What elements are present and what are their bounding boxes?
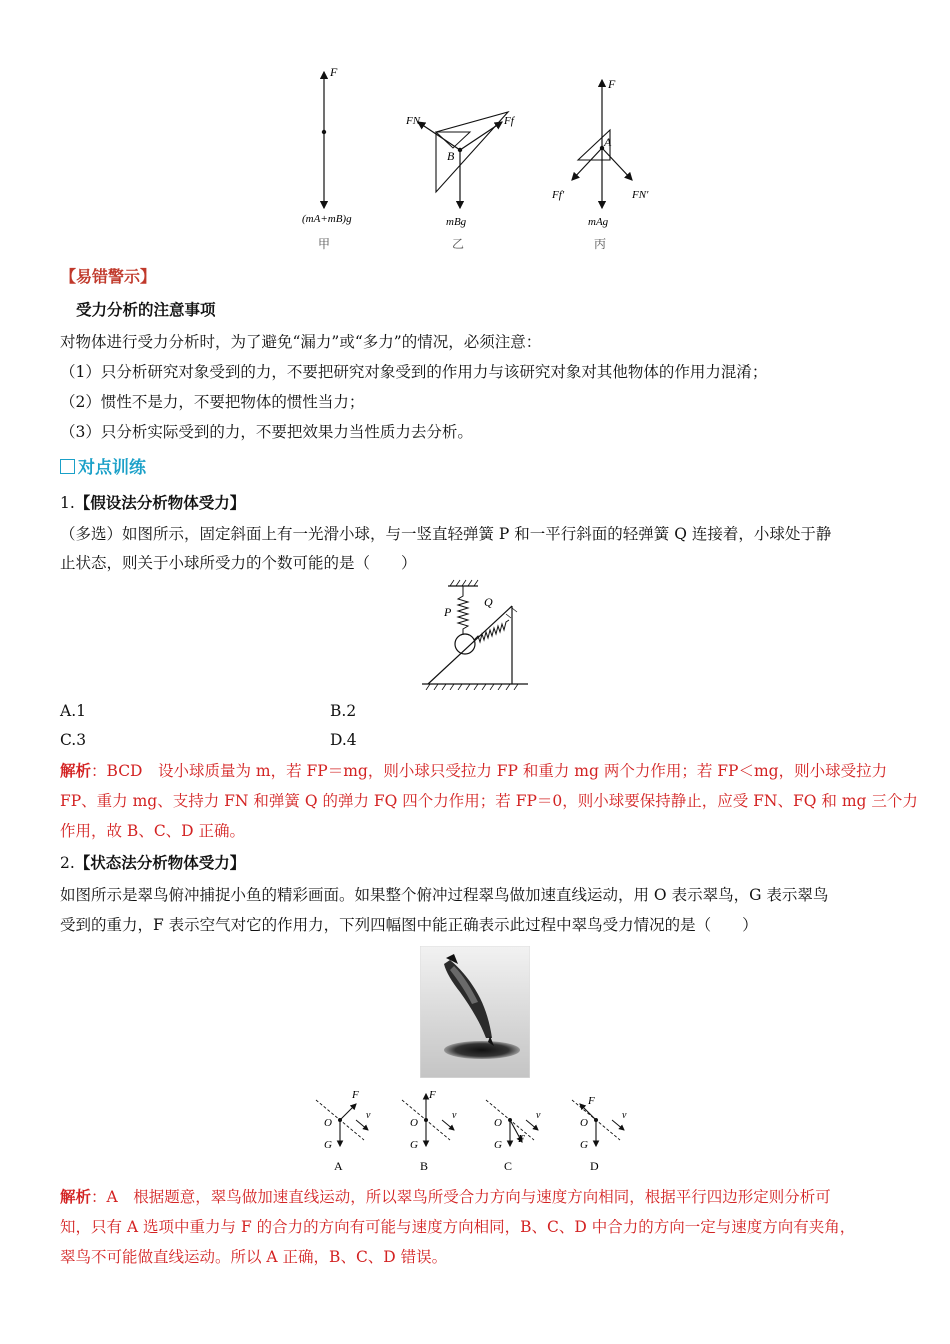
spring-p-label: P [444, 605, 452, 619]
choice-d-diagram[interactable] [572, 1095, 627, 1173]
q1-analysis-label: 解析 [60, 762, 92, 780]
q2-topic: 【状态法分析物体受力】 [74, 854, 246, 872]
svg-text:v: v [452, 1110, 457, 1121]
q2-stem-line: 如图所示是翠鸟俯冲捕捉小鱼的精彩画面。如果整个俯冲过程翠鸟做加速直线运动，用 O 表示翠鸟，G 表示翠鸟 [60, 886, 829, 904]
svg-text:F: F [429, 1089, 436, 1101]
choice-c-diagram[interactable] [486, 1100, 541, 1173]
q2-choice-figures [310, 1084, 650, 1184]
svg-text:O: O [410, 1117, 418, 1129]
q2-analysis-label: 解析 [60, 1188, 92, 1206]
bing-force-up: F [608, 77, 616, 91]
q1-option-a[interactable]: A.1 [60, 702, 86, 720]
svg-text:O: O [580, 1117, 588, 1129]
bing-force-down: mAg [588, 216, 609, 228]
q2-header [60, 852, 892, 874]
q1-spring-figure [418, 578, 534, 690]
bing-force-n: FN′ [632, 189, 649, 201]
choice-a-label: A [334, 1159, 343, 1173]
jia-label: 甲 [318, 237, 331, 251]
warning-item: （3）只分析实际受到的力，不要把效果力当性质力去分析。 [60, 423, 473, 441]
q1-header [60, 492, 892, 514]
yi-point: B [447, 149, 455, 163]
svg-text:G: G [494, 1139, 502, 1151]
yi-label: 乙 [452, 237, 465, 251]
yi-force-n: FN [406, 115, 421, 127]
q1-analysis-line: 解析：BCD 设小球质量为 m，若 FP＝mg，则小球只受拉力 FP 和重力 mg 两个力作用；若 FP＜mg，则小球受拉力 [60, 762, 888, 780]
warning-tag: 【易错警示】 [60, 267, 157, 286]
q2-analysis-line: 知，只有 A 选项中重力与 F 的合力的方向有可能与速度方向相同，B、C、D 中合力的方向一定与速度方向有夹角， [60, 1218, 856, 1236]
section-title: 对点训练 [60, 457, 892, 479]
panel-jia [302, 65, 352, 251]
q2-analysis-line: 翠鸟不可能做直线运动。所以 A 正确，B、C、D 错误。 [60, 1248, 448, 1266]
svg-text:F: F [352, 1089, 359, 1101]
kingfisher-photo [420, 946, 530, 1078]
svg-text:O: O [494, 1117, 502, 1129]
warning-item: （2）惯性不是力，不要把物体的惯性当力； [60, 393, 365, 411]
q2-number: 2. [60, 854, 75, 872]
warning-title: 受力分析的注意事项 [76, 301, 216, 319]
choice-b-label: B [420, 1159, 429, 1173]
svg-text:G: G [324, 1139, 332, 1151]
panel-bing [551, 77, 649, 251]
svg-text:v: v [536, 1110, 541, 1121]
choice-c-label: C [504, 1159, 513, 1173]
svg-text:F: F [518, 1133, 525, 1145]
q1-stem-line: （多选）如图所示，固定斜面上有一光滑小球，与一竖直轻弹簧 P 和一平行斜面的轻弹簧 Q 连接着，小球处于静 [60, 525, 832, 543]
svg-text:G: G [410, 1139, 418, 1151]
yi-force-f: Ff [504, 115, 514, 127]
q2-analysis-line: 解析：A 根据题意，翠鸟做加速直线运动，所以翠鸟所受合力方向与速度方向相同，根据平行四边形定则分析可 [60, 1188, 831, 1206]
warning-item: （1）只分析研究对象受到的力，不要把研究对象受到的作用力与该研究对象对其他物体的作用力混淆； [60, 363, 768, 381]
jia-force-up: F [330, 65, 338, 79]
svg-text:F: F [588, 1095, 595, 1107]
yi-force-down: mBg [446, 216, 467, 228]
bing-point: A [604, 135, 612, 149]
bing-label: 丙 [594, 237, 607, 251]
q1-option-c[interactable]: C.3 [60, 731, 87, 749]
q1-option-d[interactable]: D.4 [330, 731, 357, 749]
q1-analysis-line: FP、重力 mg、支持力 FN 和弹簧 Q 的弹力 FQ 四个力作用；若 FP＝0，则小球要保持静止，应受 FN、FQ 和 mg 三个力 [60, 792, 918, 810]
q1-analysis-line: 作用，故 B、C、D 正确。 [60, 822, 246, 840]
q1-topic: 【假设法分析物体受力】 [74, 494, 246, 512]
choice-a-diagram[interactable] [316, 1089, 371, 1173]
q1-stem-line: 止状态，则关于小球所受力的个数可能的是（ ） [60, 554, 417, 572]
svg-text:G: G [580, 1139, 588, 1151]
spring-q-label: Q [484, 595, 493, 609]
svg-text:v: v [366, 1110, 371, 1121]
jia-force-down: (mA+mB)g [302, 213, 352, 225]
top-force-figure [290, 60, 650, 260]
choice-d-label: D [590, 1159, 599, 1173]
bing-force-f: Ff′ [552, 189, 565, 201]
panel-yi [405, 112, 516, 251]
svg-text:O: O [324, 1117, 332, 1129]
q2-stem-line: 受到的重力，F 表示空气对它的作用力，下列四幅图中能正确表示此过程中翠鸟受力情况的是（ ） [60, 916, 758, 934]
q1-option-b[interactable]: B.2 [330, 702, 357, 720]
checkbox-icon [60, 459, 75, 474]
warning-intro: 对物体进行受力分析时，为了避免“漏力”或“多力”的情况，必须注意： [60, 333, 542, 351]
q1-number: 1. [60, 494, 75, 512]
choice-b-diagram[interactable] [402, 1089, 457, 1173]
svg-text:v: v [622, 1110, 627, 1121]
